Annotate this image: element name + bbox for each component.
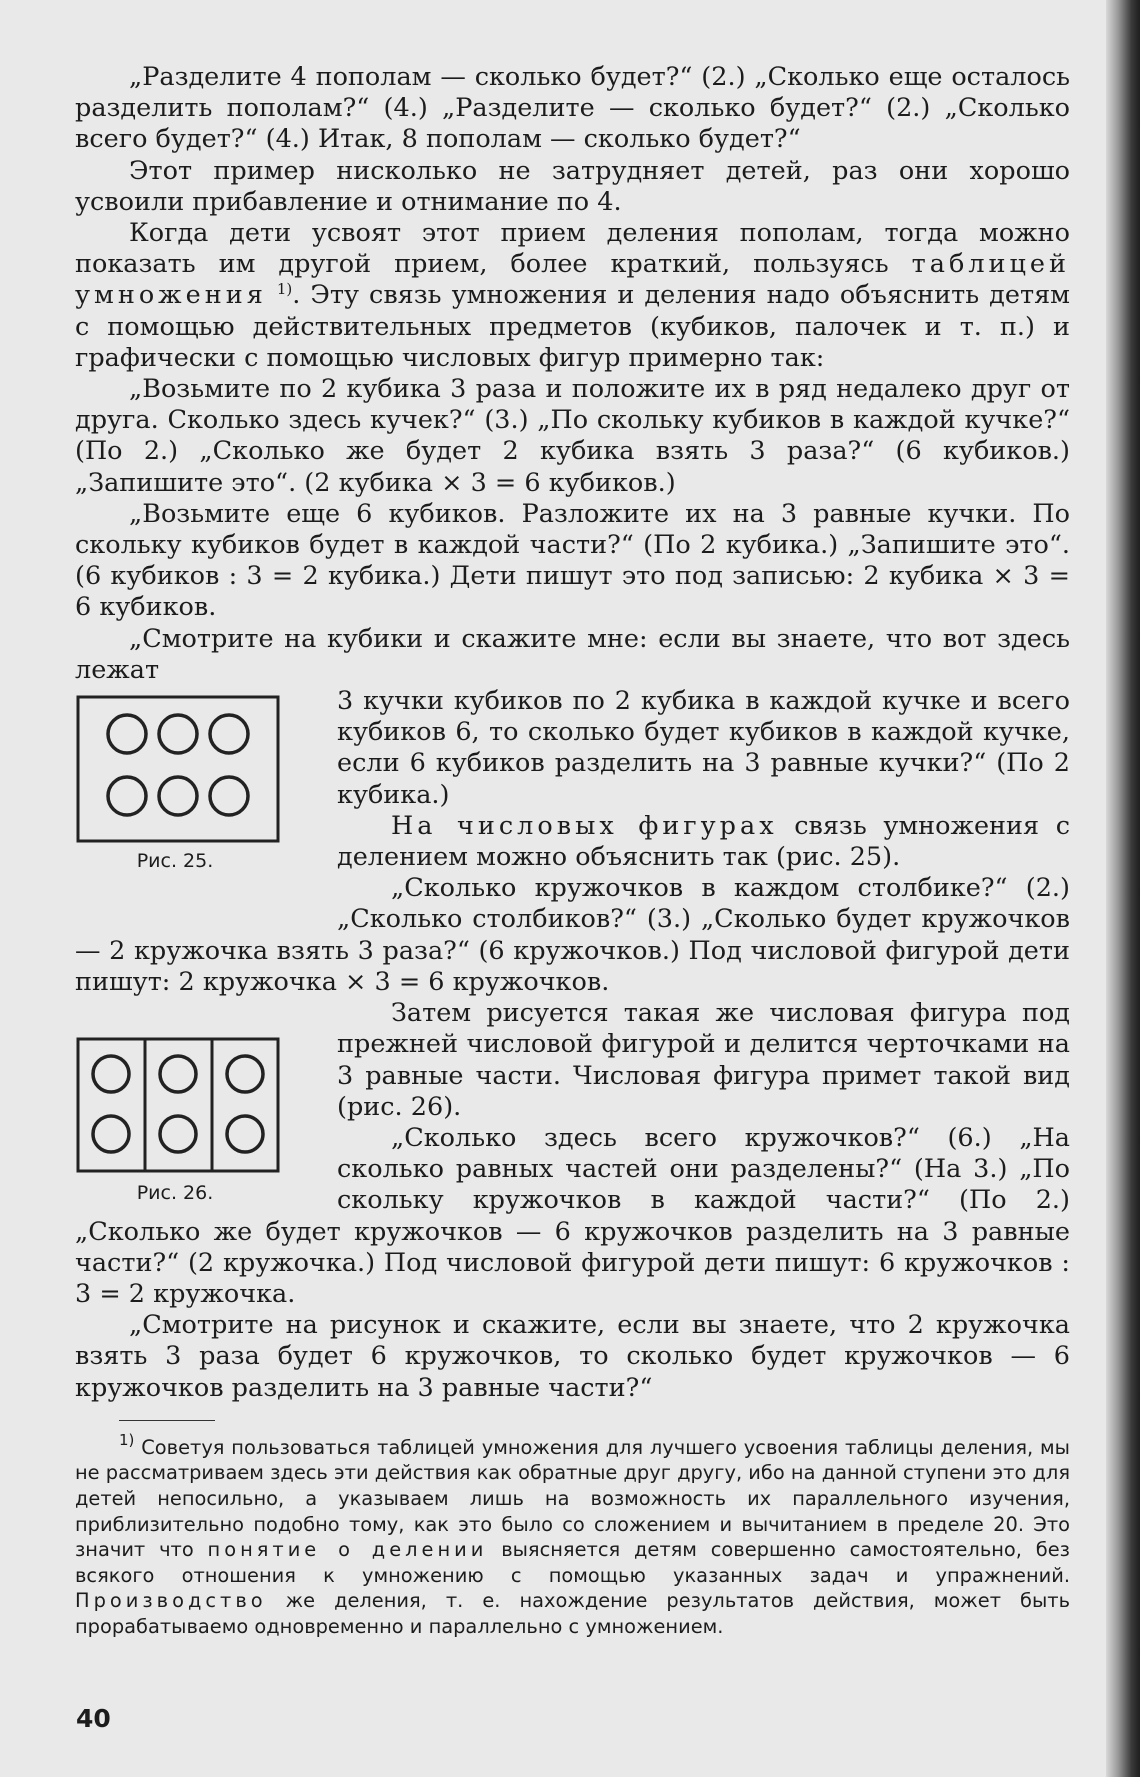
circle-icon — [210, 777, 248, 815]
paragraph-1: „Разделите 4 пополам — сколько будет?“ (2.) „Сколько еще осталось разделить пополам?“ (4.) „Разделите — сколько будет?“ (2.) „Сколько всего будет?“ (4.) Итак, 8 пополам — сколько будет?“ — [75, 62, 1070, 155]
figure-26-drawing — [75, 1036, 291, 1176]
paragraph-7-text: связь умножения с делением можно объяснить так (рис. 25). — [337, 810, 1071, 873]
circle-icon — [227, 1056, 263, 1092]
figure-25-frame — [78, 697, 278, 841]
circle-icon — [93, 1116, 129, 1152]
paragraph-2: Этот пример нисколько не затрудняет детей, раз они хорошо усвоили прибавление и отнимание по 4. — [75, 155, 1070, 217]
circle-icon — [160, 1056, 196, 1092]
paragraph-3-text-b: . Эту связь умножения и деления надо объяснить детям с помощью действительных предметов (кубиков, палочек и т. п.) и графически с помощью числовых фигур примерно так: — [75, 280, 1070, 373]
circle-icon — [160, 1116, 196, 1152]
paragraph-6-rest: 3 кучки кубиков по 2 кубика в каждой кучке и всего кубиков 6, то сколько будет кубиков в каждой кучке, если 6 кубиков разделить на 3 равные кучки?“ (По 2 кубика.) — [337, 686, 1070, 810]
circle-icon — [210, 715, 248, 753]
spaced-term-number-figures: На числовых фигурах — [391, 810, 778, 841]
circle-icon — [108, 715, 146, 753]
spaced-term-concept-of-division: понятие о делении — [207, 1538, 488, 1562]
paragraph-4: „Возьмите по 2 кубика 3 раза и положите их в ряд недалеко друг от друга. Сколько здесь кучек?“ (3.) „По скольку кубиков в каждой кучке?“ (По 2.) „Сколько же будет 2 кубика взять 3 раза?“ (6 кубиков.) „Запишите это“. (2 кубика × 3 = 6 кубиков.) — [75, 374, 1070, 498]
spaced-term-production: Производство — [75, 1589, 267, 1613]
paragraph-5: „Возьмите еще 6 кубиков. Разложите их на 3 равные кучки. По скольку кубиков будет в каждой части?“ (По 2 кубика.) „Запишите это“. (6 кубиков : 3 = 2 кубика.) Дети пишут это под записью: 2 кубика × 3 = 6 кубиков. — [75, 498, 1070, 623]
footnote — [75, 1430, 1071, 1640]
circle-icon — [227, 1116, 263, 1152]
paragraph-11: „Смотрите на рисунок и скажите, если вы знаете, что 2 кружочка взять 3 раза будет 6 кружочков, то сколько будет кружочков — 6 кружочков разделить на 3 равные части?“ — [75, 1310, 1070, 1403]
circle-icon — [93, 1056, 129, 1092]
footnote-text-c: же деления, т. е. нахождение результатов действия, может быть прорабатываемо одновременно и параллельно с умножением. — [75, 1589, 1071, 1638]
footnote-marker: 1) — [119, 1430, 135, 1449]
figure-26 — [75, 1036, 337, 1208]
paragraph-3-text-a: Когда дети усвоят этот прием деления пополам, тогда можно показать им другой прием, более краткий, пользуясь — [75, 218, 1070, 280]
page-body — [75, 62, 1070, 1639]
paragraph-10: „Сколько здесь всего кружочков?“ (6.) „На сколько равных частей они разделены?“ (На 3.) „По скольку кружочков в каждой части?“ (По 2.) „Сколько же будет кружочков — 6 кружочков разделить на 3 равные части?“ (2 кружочка.) Под числовой фигурой дети пишут: 6 кружочков : 3 = 2 кружочка. — [75, 1122, 1070, 1309]
page-number: 40 — [76, 1704, 111, 1733]
footnote-ref: 1) — [276, 280, 293, 299]
figure-25-drawing — [75, 694, 291, 844]
footnote-text-a: Советуя пользоваться таблицей умножения для лучшего усвоения таблицы деления, мы не рассматриваем здесь эти действия как обратные друг другу, ибо на данной ступени это для детей непосильно, а указываем лишь на возможность их параллельного изучения, приблизительно подобно тому, как это было со сложением и вычитанием в пределе 20. Это значит что — [75, 1435, 1070, 1562]
footnote-rule — [119, 1420, 215, 1421]
paragraph-9: Затем рисуется такая же числовая фигура под прежней числовой фигурой и делится черточками на 3 равные части. Числовая фигура примет такой вид (рис. 26). — [337, 998, 1070, 1122]
page-binding-shadow — [1106, 0, 1140, 1777]
paragraph-8: „Сколько кружочков в каждом столбике?“ (2.) „Сколько столбиков?“ (3.) „Сколько будет кружочков — 2 кружочка взять 3 раза?“ (6 кружочков.) Под числовой фигурой дети пишут: 2 кружочка × 3 = 6 кружочков. — [75, 873, 1070, 997]
figure-26-caption: Рис. 26. — [136, 1182, 214, 1205]
figure-25 — [75, 694, 337, 930]
paragraph-3 — [75, 218, 1070, 374]
circle-icon — [159, 777, 197, 815]
footnote-text-b: выясняется детям совершенно самостоятельно, без всякого отношения к умножению с помощью указанных задач и упражнений. — [75, 1538, 1070, 1587]
figure-25-caption: Рис. 25. — [136, 850, 214, 873]
spaced-term-multiplication-table: таблицей умножения — [75, 249, 1070, 311]
paragraph-6-lead: „Смотрите на кубики и скажите мне: если вы знаете, что вот здесь лежат — [75, 623, 1070, 685]
circle-icon — [159, 715, 197, 753]
circle-icon — [108, 777, 146, 815]
